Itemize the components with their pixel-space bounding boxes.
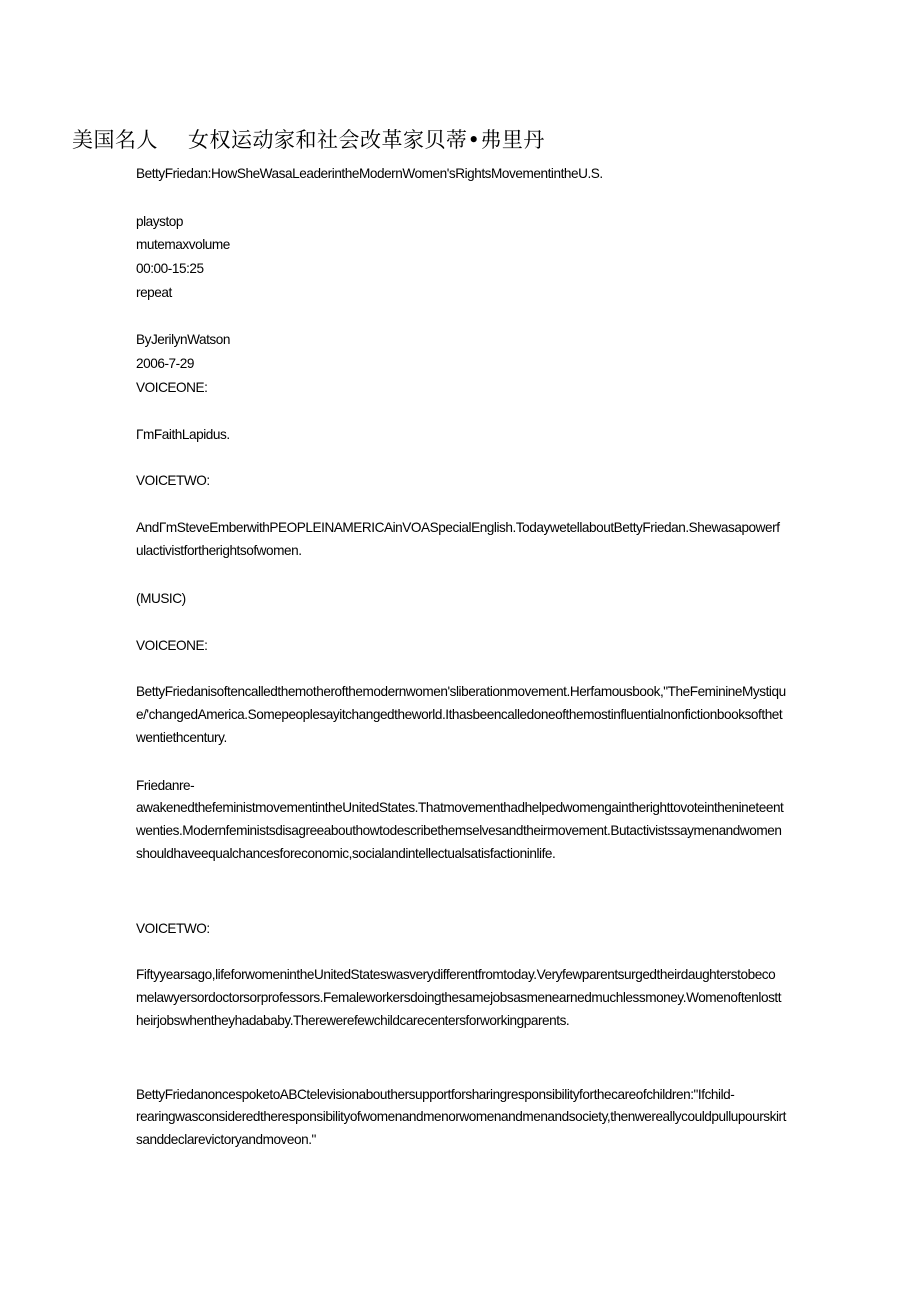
document-title	[72, 124, 632, 154]
paragraph-start: BettyFriedanoncespoketoABCtelevisionabouthersupportforsharingresponsibilityforthecareofchildren:"Ifchild-	[136, 1087, 735, 1102]
paragraph: Fiftyyearsago,lifeforwomenintheUnitedStateswasverydifferentfromtoday.Veryfewparentsurgedtheirdaughterstobecomelawyersordoctorsorprofessors.Femaleworkersdoingthesamejobsasmenearnedmuchlessmoney.Womenoftenlosttheirjobswhentheyhadababy.Therewerefewchildcarecentersforworkingparents.	[136, 967, 782, 1029]
publish-date: 2006-7-29	[136, 356, 194, 371]
paragraph: ΓmFaithLapidus.	[136, 427, 230, 442]
paragraph: awakenedthefeministmovementintheUnitedStates.Thatmovementhadhelpedwomengaintherighttovoteinthenineteentwenties.Modernfeministsdisagreeabouthowtodescribethemselvesandtheirmovement.Butactivistssaymenandwomenshouldhaveequalchancesforeconomic,socialandintellectualsatisfactioninlife.	[136, 800, 784, 862]
paragraph: BettyFriedanisoftencalledthemotherofthemodernwomen'sliberationmovement.Herfamousbook,"TheFeminineMystique/'changedAmerica.Somepeoplesayitchangedtheworld.Ithasbeencalledoneofthemostinfluentialnonfictionbooksofthetwentiethcentury.	[136, 684, 786, 746]
title-part-2: 女权运动家和社会改革家贝蒂•弗里丹	[188, 128, 545, 152]
speaker-label: VOICEONE:	[136, 638, 208, 653]
subtitle: BettyFriedan:HowSheWasaLeaderintheModernWomen'sRightsMovementintheU.S.	[136, 166, 603, 181]
paragraph-start: Friedanre-	[136, 778, 195, 793]
paragraph: AndΓmSteveEmberwithPEOPLEINAMERICAinVOASpecialEnglish.TodaywetellaboutBettyFriedan.Shewasapowerfulactivistfortherightsofwomen.	[136, 520, 780, 559]
time-readout: 00:00-15:25	[136, 261, 204, 276]
paragraph: rearingwasconsideredtheresponsibilityofwomenandmenorwomenandmenandsociety,thenwereallycouldpullupourskirtsanddeclarevictoryandmoveon."	[136, 1109, 786, 1148]
music-cue: (MUSIC)	[136, 591, 186, 606]
repeat-control[interactable]: repeat	[136, 285, 172, 300]
volume-control[interactable]: mutemaxvolume	[136, 237, 230, 252]
title-part-1: 美国名人	[72, 128, 158, 152]
speaker-label: VOICETWO:	[136, 473, 210, 488]
speaker-label: VOICEONE:	[136, 380, 208, 395]
play-stop-control[interactable]: playstop	[136, 214, 184, 229]
author-byline: ByJerilynWatson	[136, 332, 230, 347]
speaker-label: VOICETWO:	[136, 921, 210, 936]
